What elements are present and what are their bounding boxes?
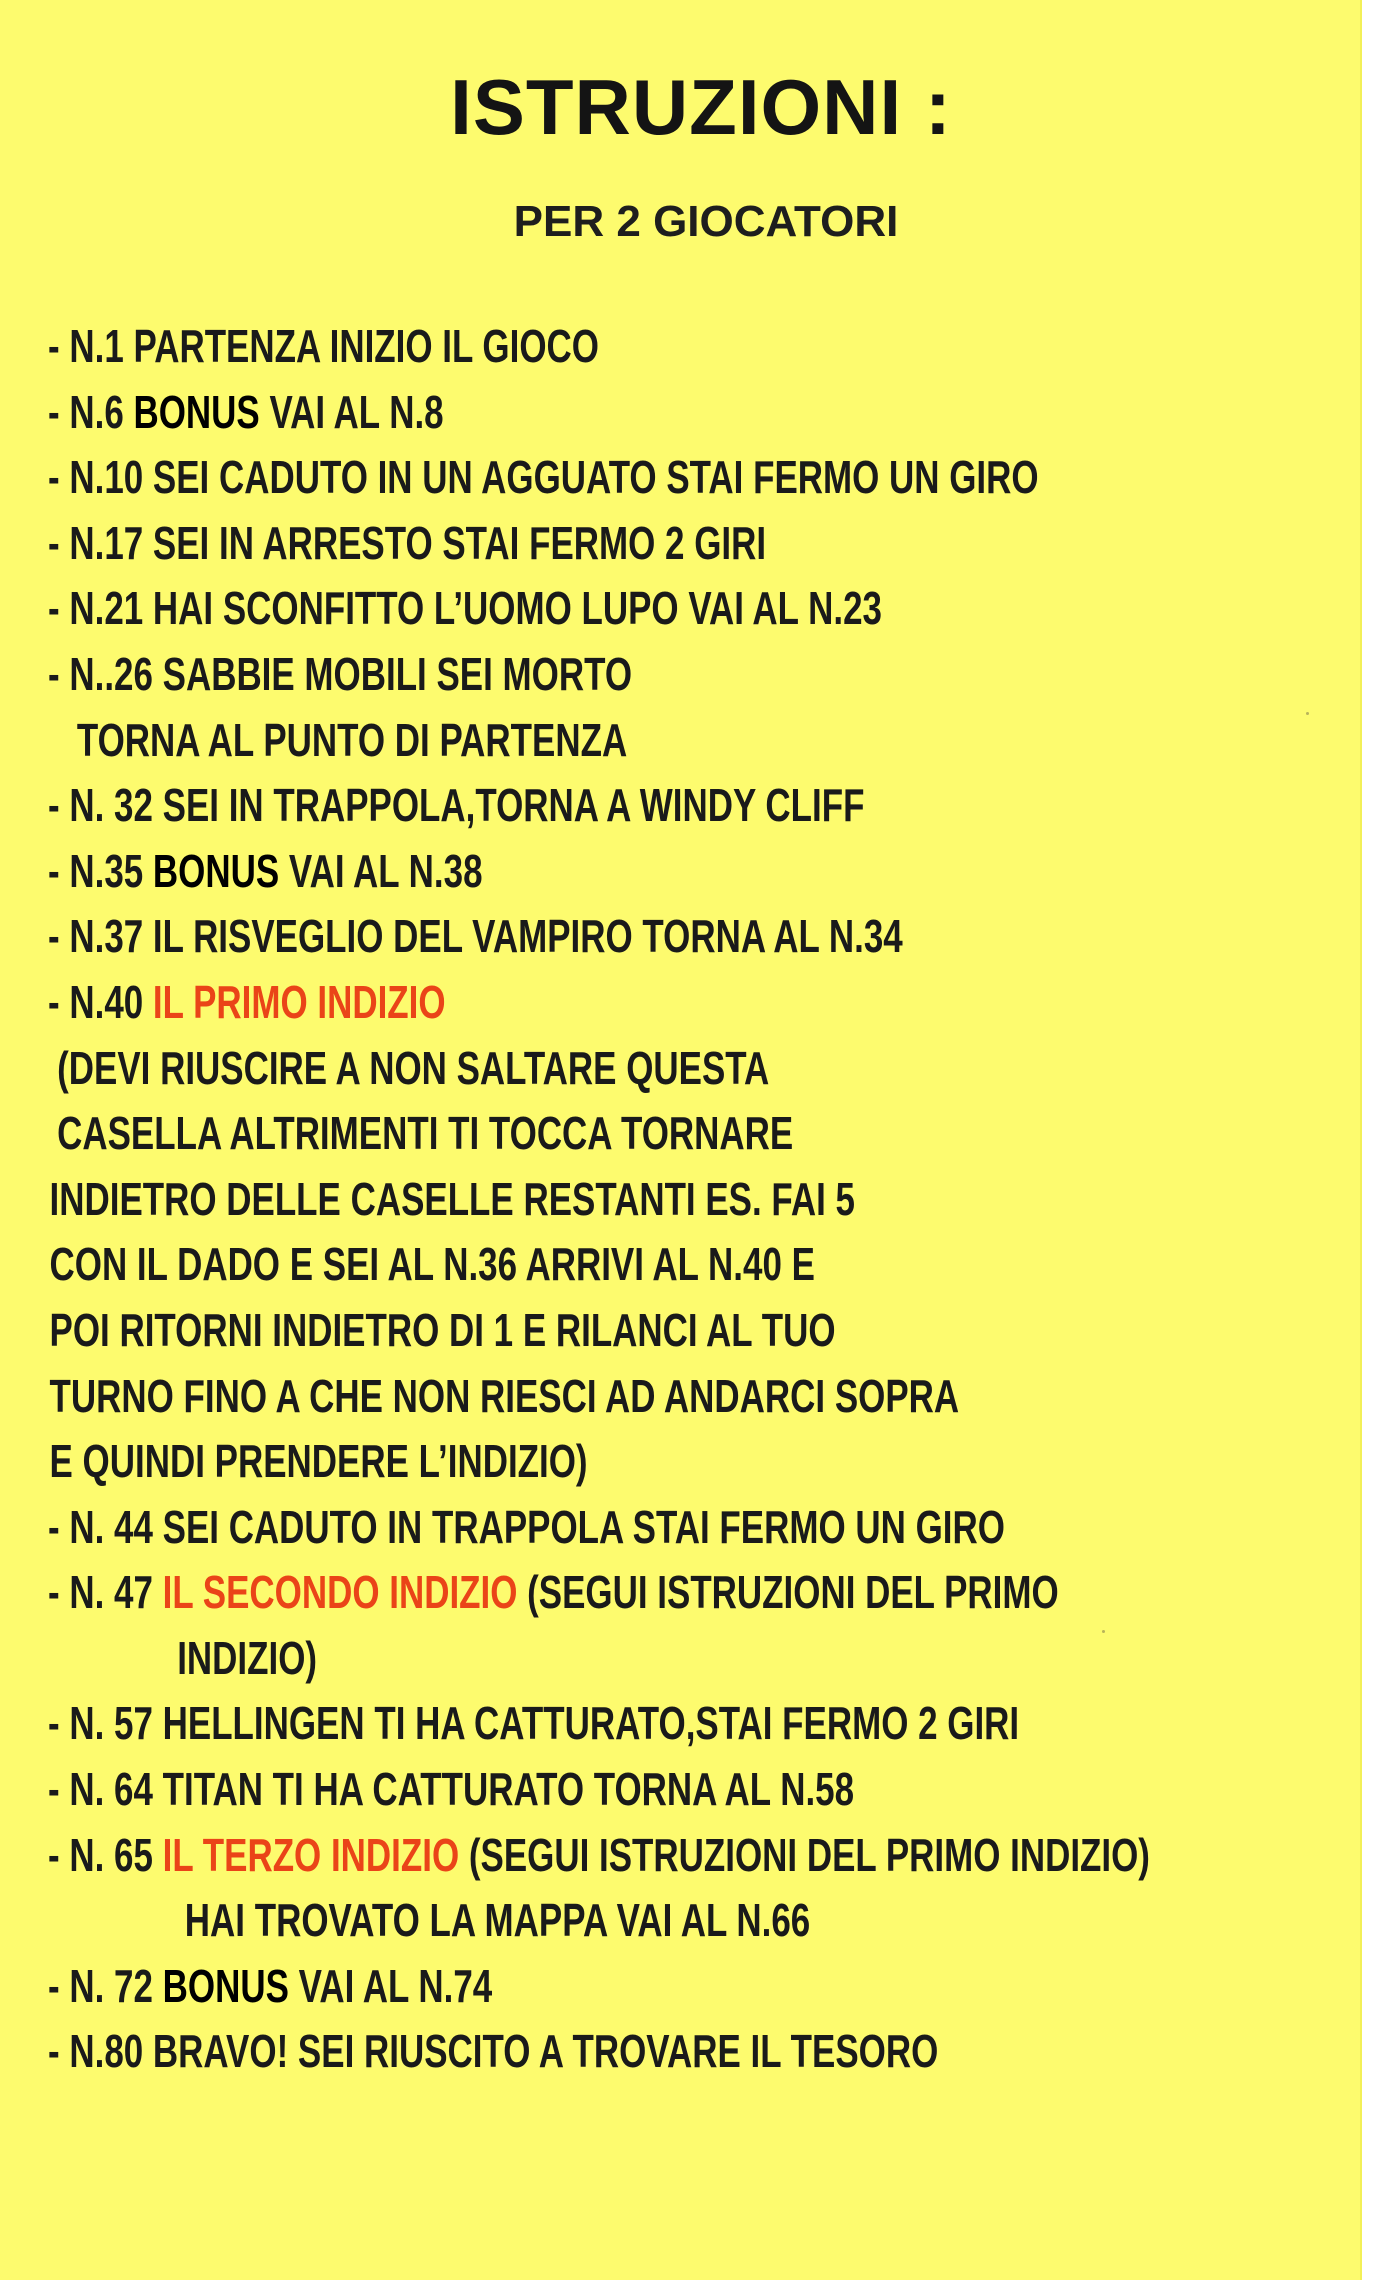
rule-text: - N. 72 <box>48 1959 163 2012</box>
rule-item: - N.37 IL RISVEGLIO DEL VAMPIRO TORNA AL N.34 <box>48 910 903 963</box>
rule-continuation: TORNA AL PUNTO DI PARTENZA <box>76 713 628 766</box>
page-subtitle: PER 2 GIOCATORI <box>513 197 899 246</box>
rule-item: - N. 57 HELLINGEN TI HA CATTURATO,STAI FERMO 2 GIRI <box>48 1697 1020 1750</box>
rule-note: CON IL DADO E SEI AL N.36 ARRIVI AL N.40 E <box>49 1238 815 1291</box>
rule-item: - N.1 PARTENZA INIZIO IL GIOCO <box>48 320 599 372</box>
rule-text: VAI AL N.38 <box>279 844 483 897</box>
clue-label: IL TERZO INDIZIO <box>162 1828 460 1881</box>
rule-item <box>48 1954 1036 2020</box>
bonus-label: BONUS <box>133 385 260 438</box>
rule-text: - N.35 <box>48 844 153 897</box>
rule-note: TURNO FINO A CHE NON RIESCI AD ANDARCI SOPRA <box>49 1369 960 1422</box>
rule-item: - N. 32 SEI IN TRAPPOLA,TORNA A WINDY CLIFF <box>48 779 865 832</box>
paper-speck <box>1102 1630 1105 1633</box>
paper-speck <box>1306 712 1309 715</box>
rule-item: - N.80 BRAVO! SEI RIUSCITO A TROVARE IL TESORO <box>48 2025 939 2078</box>
rule-note: INDIETRO DELLE CASELLE RESTANTI ES. FAI 5 <box>49 1172 855 1225</box>
bonus-label: BONUS <box>152 844 280 897</box>
rule-item: - N. 64 TITAN TI HA CATTURATO TORNA AL N.58 <box>48 1763 855 1816</box>
rule-continuation: HAI TROVATO LA MAPPA VAI AL N.66 <box>184 1894 811 1947</box>
rule-item <box>48 970 1036 1036</box>
rule-text: - N.6 <box>48 385 134 438</box>
rule-item <box>48 1560 1059 1626</box>
rule-note: CASELLA ALTRIMENTI TI TOCCA TORNARE <box>57 1107 794 1160</box>
rule-item: - N.21 HAI SCONFITTO L’UOMO LUPO VAI AL N.23 <box>48 582 882 635</box>
rule-text: - N. 47 <box>48 1566 163 1619</box>
rule-note: (DEVI RIUSCIRE A NON SALTARE QUESTA <box>57 1041 770 1094</box>
rule-note: POI RITORNI INDIETRO DI 1 E RILANCI AL TUO <box>49 1303 836 1356</box>
clue-label: IL SECONDO INDIZIO <box>162 1566 518 1619</box>
rule-text: VAI AL N.74 <box>288 1959 493 2012</box>
rule-note: E QUINDI PRENDERE L’INDIZIO) <box>49 1435 588 1488</box>
rule-item <box>48 380 1036 446</box>
rule-continuation: INDIZIO) <box>177 1631 318 1684</box>
rule-item <box>48 839 1036 905</box>
page-title: ISTRUZIONI : <box>450 63 952 151</box>
clue-label: IL PRIMO INDIZIO <box>152 975 446 1028</box>
rules-list <box>48 314 1348 2085</box>
rule-text: - N.40 <box>48 975 153 1028</box>
rule-item <box>48 1823 1150 1889</box>
rule-item: - N.10 SEI CADUTO IN UN AGGUATO STAI FERMO UN GIRO <box>48 451 1039 504</box>
rule-item: - N..26 SABBIE MOBILI SEI MORTO <box>48 647 633 700</box>
rule-item: - N.17 SEI IN ARRESTO STAI FERMO 2 GIRI <box>48 516 767 569</box>
rule-text: - N. 65 <box>48 1828 163 1881</box>
rule-text: (SEGUI ISTRUZIONI DEL PRIMO <box>517 1566 1059 1619</box>
rule-item: - N. 44 SEI CADUTO IN TRAPPOLA STAI FERMO UN GIRO <box>48 1500 1005 1553</box>
bonus-label: BONUS <box>162 1959 289 2012</box>
rule-text: VAI AL N.8 <box>259 385 444 438</box>
rule-text: (SEGUI ISTRUZIONI DEL PRIMO INDIZIO) <box>459 1828 1150 1881</box>
